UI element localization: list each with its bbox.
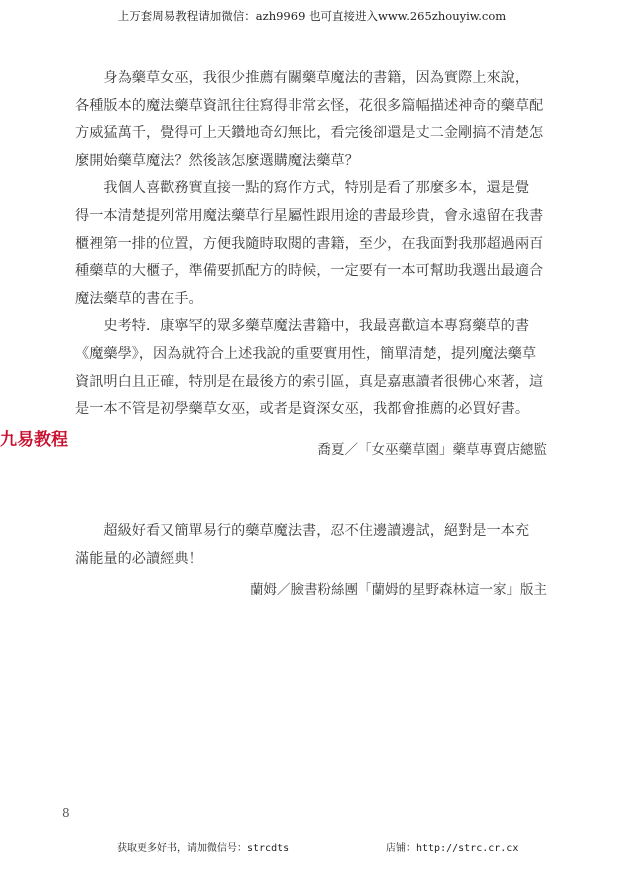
header-ad-text: 上万套周易教程请加微信：azh9969 也可直接进入www.265zhouyiw.com bbox=[117, 9, 507, 23]
page-number: 8 bbox=[62, 806, 70, 820]
footer-shop-link[interactable]: 店铺：http://strc.cr.cx bbox=[386, 843, 519, 854]
text-line: 史考特．康寧罕的眾多藥草魔法書籍中，我最喜歡這本專寫藥草的書 bbox=[103, 318, 530, 335]
review-2-paragraph-1 bbox=[75, 518, 553, 573]
text-line: 是一本不管是初學藥草女巫，或者是資深女巫，我都會推薦的必買好書。 bbox=[75, 401, 530, 418]
review-1-paragraph-2 bbox=[75, 175, 553, 313]
review-1-paragraph-3 bbox=[75, 313, 553, 423]
review-1 bbox=[75, 65, 553, 424]
review-1-signature: 喬夏／「女巫藥草園」藥草專賣店總監 bbox=[317, 442, 547, 458]
text-line: 我個人喜歡務實直接一點的寫作方式，特別是看了那麼多本，還是覺 bbox=[103, 180, 530, 197]
text-line: 方威猛萬千，覺得可上天鑽地奇幻無比，看完後卻還是丈二金剛搞不清楚怎 bbox=[75, 125, 544, 142]
watermark: 九易教程 bbox=[0, 430, 68, 450]
text-line: 超級好看又簡單易行的藥草魔法書，忍不住邊讀邊試，絕對是一本充 bbox=[103, 523, 530, 539]
text-line: 麼開始藥草魔法？然後該怎麼選購魔法藥草？ bbox=[75, 152, 359, 169]
text-line: 得一本清楚提列常用魔法藥草行星屬性跟用途的書最珍貴，會永遠留在我書 bbox=[75, 207, 544, 224]
text-line: 櫃裡第一排的位置，方便我隨時取閱的書籍，至少，在我面對我那超過兩百 bbox=[75, 235, 544, 252]
text-line: 資訊明白且正確，特別是在最後方的索引區，真是嘉惠讀者很佛心來著，這 bbox=[75, 373, 544, 390]
text-line: 魔法藥草的書在手。 bbox=[75, 290, 203, 307]
review-2-signature: 蘭姆／臉書粉絲團「蘭姆的星野森林這一家」版主 bbox=[250, 582, 547, 598]
footer-wechat-text: 获取更多好书，请加微信号：strcdts bbox=[117, 843, 290, 854]
review-2 bbox=[75, 518, 553, 573]
review-1-paragraph-1 bbox=[75, 65, 553, 175]
text-line: 各種版本的魔法藥草資訊往往寫得非常玄怪，花很多篇幅描述神奇的藥草配 bbox=[75, 97, 544, 114]
text-line: 《魔藥學》，因為就符合上述我說的重要實用性，簡單清楚，提列魔法藥草 bbox=[75, 345, 537, 362]
text-line: 種藥草的大櫃子，準備要抓配方的時候，一定要有一本可幫助我選出最適合 bbox=[75, 263, 544, 280]
text-line: 身為藥草女巫，我很少推薦有關藥草魔法的書籍，因為實際上來說， bbox=[103, 70, 530, 86]
text-line: 滿能量的必讀經典！ bbox=[75, 550, 203, 567]
